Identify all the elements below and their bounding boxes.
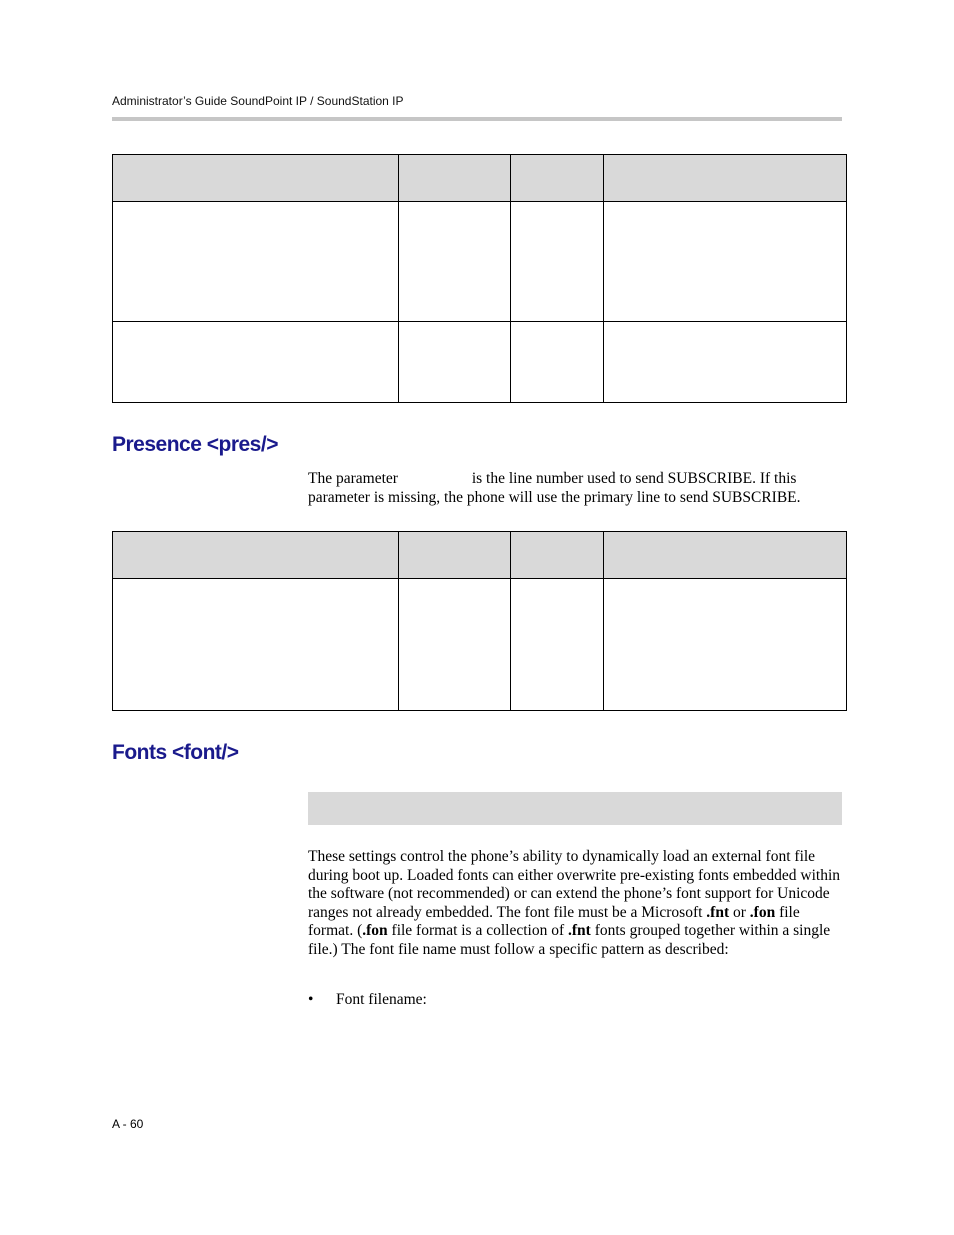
table-header-cell bbox=[604, 532, 847, 579]
presence-intro bbox=[308, 470, 842, 507]
table-cell bbox=[604, 322, 847, 403]
table-header-row bbox=[113, 532, 847, 579]
fonts-para-part4: fonts grouped together within a single file.) The font file name must follow a specific pattern as described: bbox=[308, 922, 831, 958]
presence-intro-part2: is the line number used to send SUBSCRIBE. If this parameter is missing, the phone will use the primary line to send SUBSCRIBE. bbox=[308, 470, 801, 506]
table-header-cell bbox=[399, 155, 511, 202]
table-cell bbox=[113, 322, 399, 403]
header-rule bbox=[112, 117, 842, 121]
parameter-table-continued bbox=[112, 154, 847, 403]
section-heading-presence: Presence <pres/> bbox=[112, 433, 278, 456]
fonts-para-part2: file format. ( bbox=[308, 903, 800, 940]
table-cell bbox=[113, 202, 399, 322]
fon-format: .fon bbox=[749, 903, 776, 921]
table-header-cell bbox=[511, 155, 604, 202]
table-row bbox=[113, 579, 847, 711]
table-cell bbox=[511, 202, 604, 322]
table-cell bbox=[604, 579, 847, 711]
page-number: A - 60 bbox=[112, 1117, 144, 1131]
fonts-para-part1: These settings control the phone’s ability to dynamically load an external font file during boot up. Loaded fonts can either overwrite pre-existing fonts embedded within the software (not recommended) or can extend the phone’s font support for Unicode ranges not already embedded. The font file must be a Microsoft bbox=[308, 848, 841, 921]
table-cell bbox=[113, 579, 399, 711]
note-box bbox=[308, 792, 842, 825]
table-cell bbox=[399, 579, 511, 711]
table-header-cell bbox=[399, 532, 511, 579]
presence-parameter-table bbox=[112, 531, 847, 711]
table-cell bbox=[604, 202, 847, 322]
table-header-cell bbox=[604, 155, 847, 202]
word-or: or bbox=[729, 903, 750, 921]
bullet-icon: • bbox=[308, 991, 314, 1008]
table-cell bbox=[511, 579, 604, 711]
running-header: Administrator’s Guide SoundPoint IP / SoundStation IP bbox=[112, 94, 404, 108]
bullet-item bbox=[308, 991, 427, 1009]
fonts-paragraph bbox=[308, 848, 842, 960]
fnt-format: .fnt bbox=[706, 903, 730, 921]
table-cell bbox=[399, 202, 511, 322]
table-header-cell bbox=[113, 532, 399, 579]
bullet-text: Font filename: bbox=[336, 991, 427, 1008]
presence-intro-part1: The parameter bbox=[308, 470, 398, 487]
fonts-para-part3: file format is a collection of bbox=[387, 922, 568, 940]
table-cell bbox=[399, 322, 511, 403]
table-row bbox=[113, 202, 847, 322]
table-header-cell bbox=[511, 532, 604, 579]
table-row bbox=[113, 322, 847, 403]
table-cell bbox=[511, 322, 604, 403]
fon-format-2: .fon bbox=[362, 922, 388, 940]
table-header-row bbox=[113, 155, 847, 202]
table-header-cell bbox=[113, 155, 399, 202]
section-heading-fonts: Fonts <font/> bbox=[112, 741, 239, 764]
fnt-format-2: .fnt bbox=[568, 922, 591, 940]
